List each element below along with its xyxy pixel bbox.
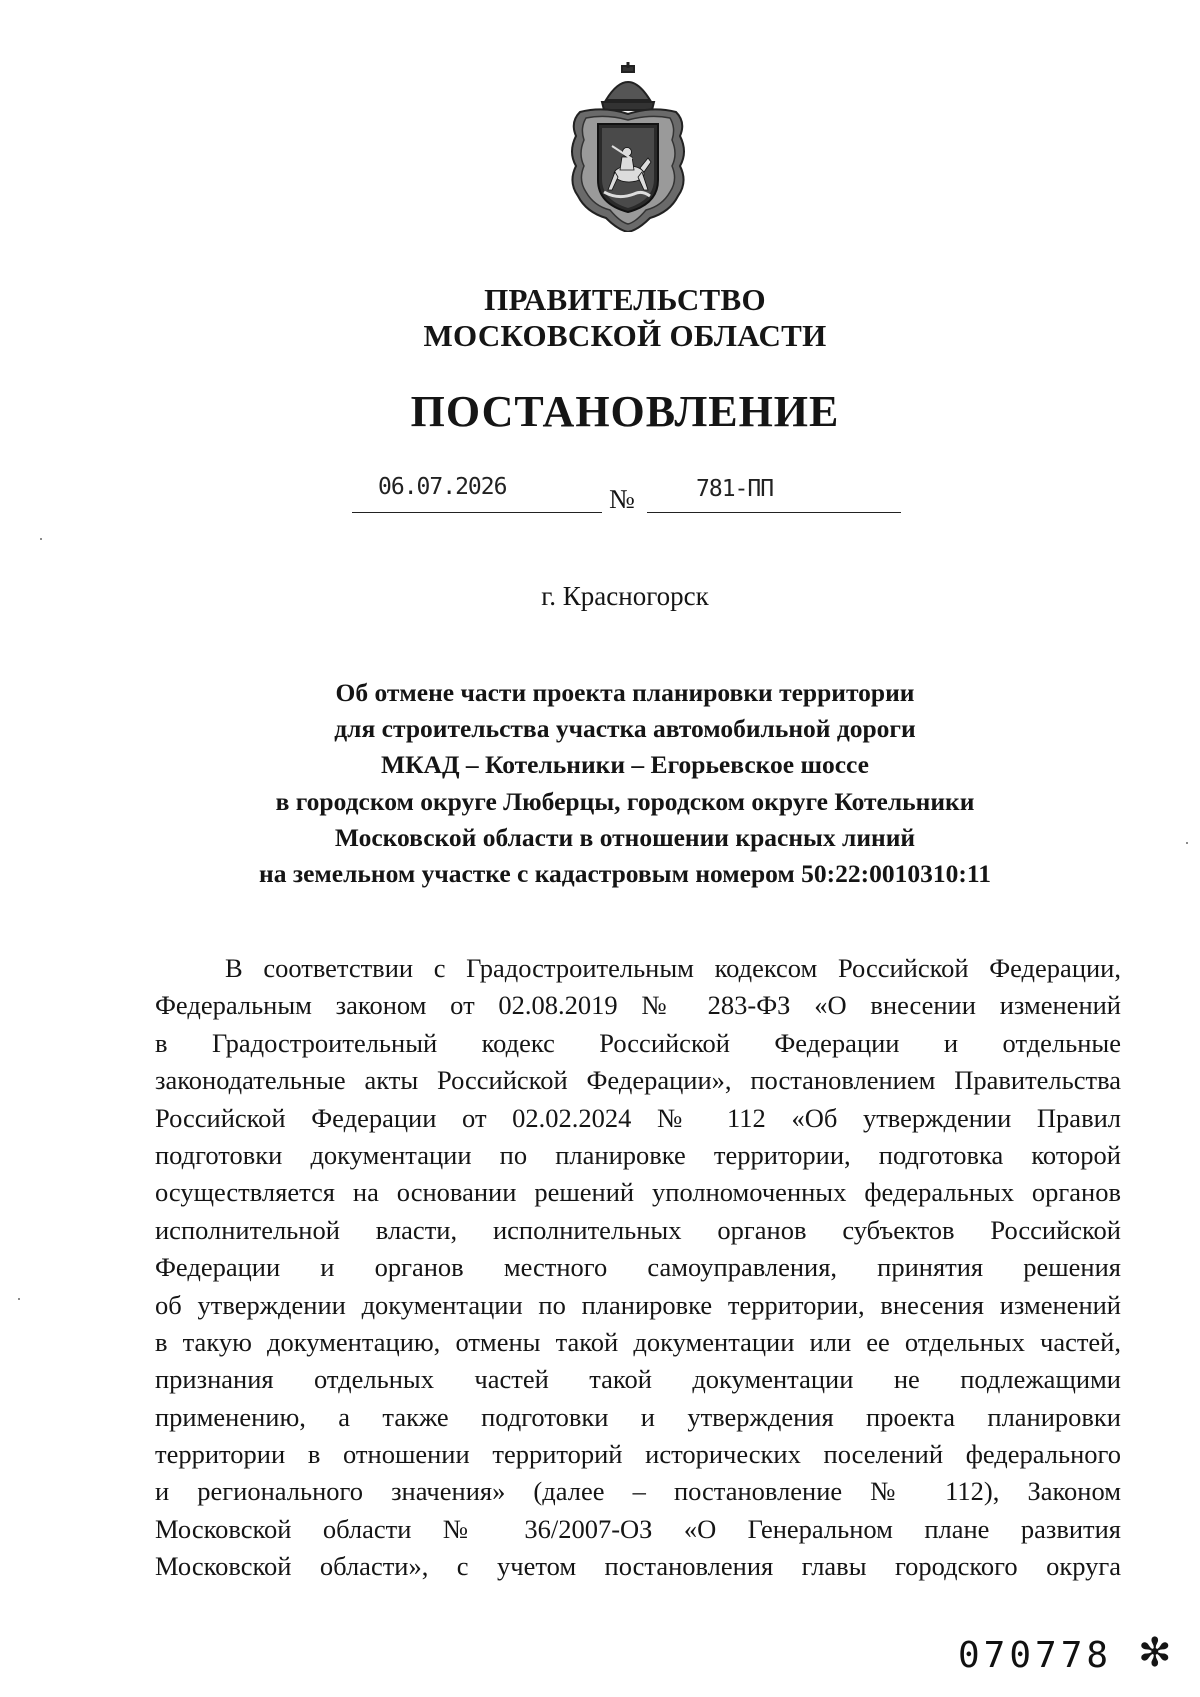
body-line: В соответствии с Градостроительным кодексом Российской Федерации, [225, 953, 1121, 983]
body-line: осуществляется на основании решений уполномоченных федеральных органов [155, 1177, 1121, 1208]
body-line: Московской области № 36/2007-ОЗ «О Генеральном плане развития [155, 1513, 1121, 1544]
body-line: Московской области», с учетом постановления главы городского округа [155, 1551, 1121, 1582]
subject-line: Московской области в отношении красных линий [334, 822, 916, 852]
organization-name-line-2: МОСКОВСКОЙ ОБЛАСТИ [423, 318, 827, 353]
serial-number: 070778 [958, 1635, 1113, 1676]
body-line: исполнительной власти, исполнительных органов субъектов Российской [155, 1214, 1121, 1245]
number-sign: № [609, 484, 635, 514]
body-line: Федеральным законом от 02.08.2019 № 283-ФЗ «О внесении изменений [155, 990, 1121, 1021]
document-date: 06.07.2026 [378, 474, 507, 500]
asterisk-mark-icon: ✻ [1138, 1630, 1172, 1676]
body-line: подготовки документации по планировке территории, подготовка которой [155, 1139, 1121, 1170]
subject-line: для строительства участка автомобильной дороги [334, 714, 916, 744]
body-line: в Градостроительный кодекс Российской Федерации и отдельные [155, 1027, 1121, 1058]
subject-line: Об отмене части проекта планировки территории [335, 678, 915, 707]
body-line: и регионального значения» (далее – постановление № 112), Законом [155, 1476, 1121, 1507]
body-line: территории в отношении территорий исторических поселений федерального [155, 1439, 1121, 1470]
body-line: в такую документацию, отмены такой документации или ее отдельных частей, [155, 1326, 1121, 1357]
subject-line: на земельном участке с кадастровым номером 50:22:0010310:11 [259, 859, 991, 889]
organization-name-line-1: ПРАВИТЕЛЬСТВО [484, 282, 766, 317]
document-number: 781-ПП [696, 476, 774, 502]
date-underline [352, 512, 602, 513]
body-line: применению, а также подготовки и утверждения проекта планировки [155, 1401, 1121, 1432]
body-line: признания отдельных частей такой документации не подлежащими [155, 1364, 1121, 1395]
body-line: Федерации и органов местного самоуправления, принятия решения [155, 1252, 1121, 1283]
scan-speck [1186, 842, 1188, 844]
body-line: Российской Федерации от 02.02.2024 № 112 «Об утверждении Правил [155, 1102, 1121, 1133]
issue-city: г. Красногорск [541, 581, 709, 611]
subject-line: МКАД – Котельники – Егорьевское шоссе [381, 750, 869, 780]
document-subject [0, 675, 1200, 892]
body-line: законодательные акты Российской Федерации», постановлением Правительства [155, 1065, 1121, 1096]
scan-speck [18, 1298, 20, 1300]
scan-speck [40, 538, 42, 540]
subject-line: в городском округе Люберцы, городском округе Котельники [275, 786, 975, 816]
body-paragraph [155, 950, 1121, 1586]
coat-of-arms-emblem [566, 62, 690, 232]
number-underline [647, 512, 901, 513]
document-type-title: ПОСТАНОВЛЕНИЕ [410, 387, 840, 436]
body-line: об утверждении документации по планировке территории, внесения изменений [155, 1289, 1121, 1320]
